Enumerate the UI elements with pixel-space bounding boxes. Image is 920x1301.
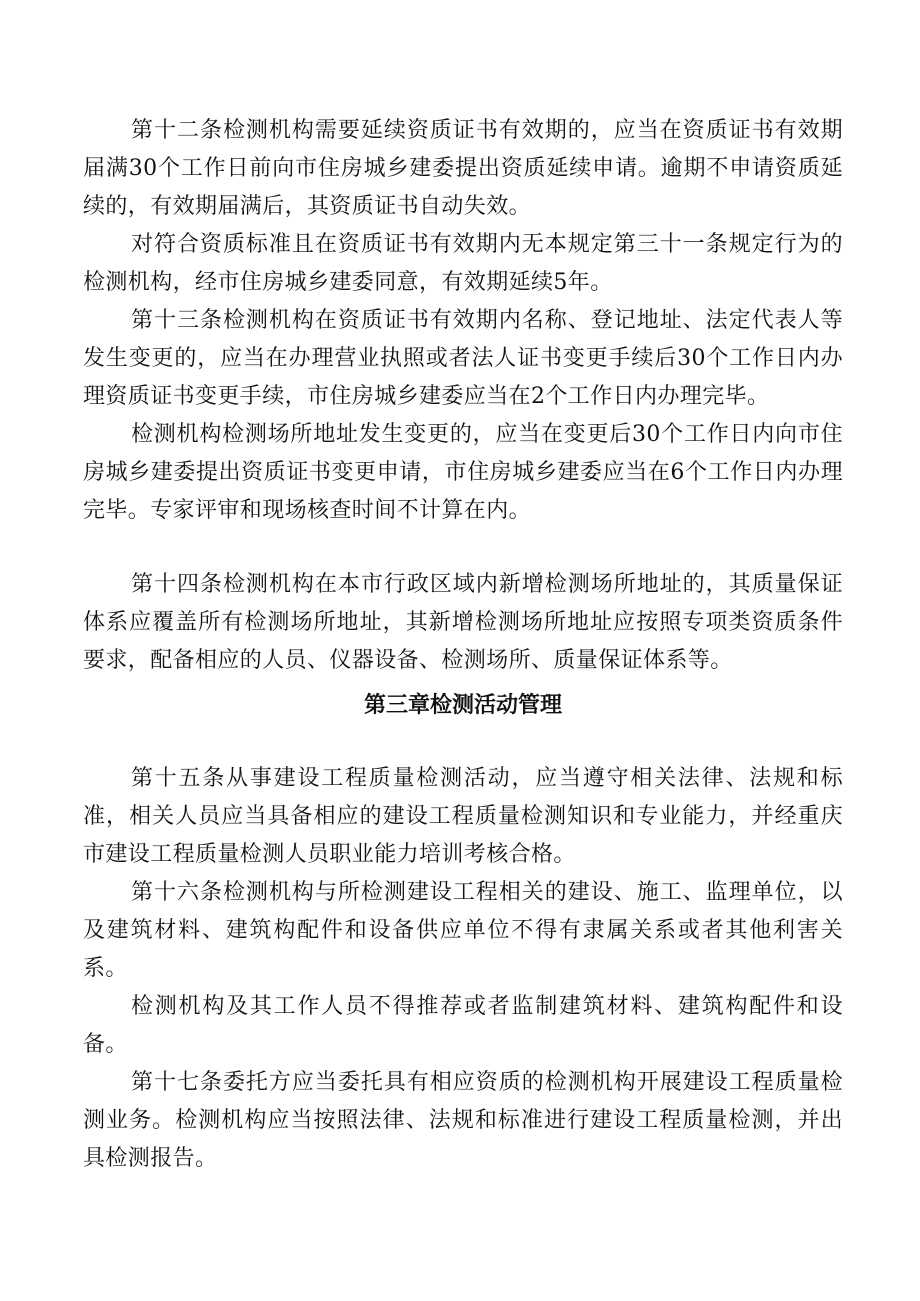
document-page [83, 112, 843, 1178]
article-17-paragraph: 第十七条委托方应当委托具有相应资质的检测机构开展建设工程质量检测业务。检测机构应当按照法律、法规和标准进行建设工程质量检测，并出具检测报告。 [83, 1070, 843, 1171]
article-13-address-change-paragraph: 检测机构检测场所地址发生变更的，应当在变更后30个工作日内向市住房城乡建委提出资质证书变更申请，市住房城乡建委应当在6个工作日内办理完毕。专家评审和现场核查时间不计算在内。 [83, 422, 843, 523]
article-15-paragraph: 第十五条从事建设工程质量检测活动，应当遵守相关法律、法规和标准，相关人员应当具备相应的建设工程质量检测知识和专业能力，并经重庆市建设工程质量检测人员职业能力培训考核合格。 [83, 766, 843, 867]
article-16-staff-paragraph: 检测机构及其工作人员不得推荐或者监制建筑材料、建筑构配件和设备。 [83, 994, 843, 1057]
article-12-paragraph: 第十二条检测机构需要延续资质证书有效期的，应当在资质证书有效期届满30个工作日前向市住房城乡建委提出资质延续申请。逾期不申请资质延续的，有效期届满后，其资质证书自动失效。 [83, 118, 843, 219]
article-12-extension-paragraph: 对符合资质标准且在资质证书有效期内无本规定第三十一条规定行为的检测机构，经市住房城乡建委同意，有效期延续5年。 [83, 232, 843, 295]
chapter-title: 第三章检测活动管理 [363, 692, 562, 718]
article-16-paragraph: 第十六条检测机构与所检测建设工程相关的建设、施工、监理单位，以及建筑材料、建筑构配件和设备供应单位不得有隶属关系或者其他利害关系。 [83, 880, 843, 981]
article-14-paragraph: 第十四条检测机构在本市行政区域内新增检测场所地址的，其质量保证体系应覆盖所有检测场所地址，其新增检测场所地址应按照专项类资质条件要求，配备相应的人员、仪器设备、检测场所、质量保证体系等。 [83, 572, 843, 673]
article-13-paragraph: 第十三条检测机构在资质证书有效期内名称、登记地址、法定代表人等发生变更的，应当在办理营业执照或者法人证书变更手续后30个工作日内办理资质证书变更手续，市住房城乡建委应当在2个工作日内办理完毕。 [83, 308, 843, 409]
